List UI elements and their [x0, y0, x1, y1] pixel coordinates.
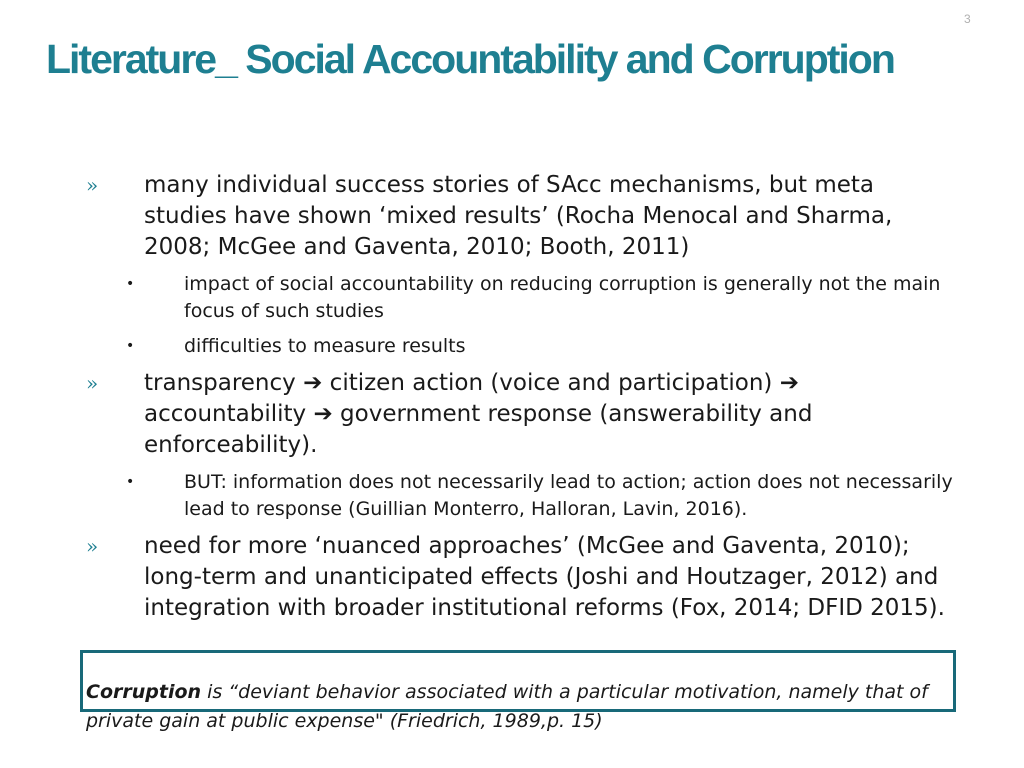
bullet-item [0, 531, 964, 624]
sub-bullet-text: BUT: information does not necessarily lead to action; action does not necessarily lead to response (Guillian Monterro, Halloran, Lavin, 2016). [184, 471, 953, 520]
right-arrow-icon: ➔ [779, 370, 799, 396]
chevron-bullet-icon: » [86, 534, 99, 558]
bullet-text: need for more ‘nuanced approaches’ (McGee and Gaventa, 2010); long-term and unanticipated effects (Joshi and Houtzager, 2012) and integration with broader institutional reforms (Fox, 2014; DFID 2015). [144, 533, 945, 621]
chevron-bullet-icon: » [86, 173, 99, 197]
bullet-text-part: transparency [144, 370, 304, 396]
bullet-item [0, 170, 964, 263]
definition-text [86, 678, 976, 736]
sub-bullet-text: impact of social accountability on reducing corruption is generally not the main focus of such studies [184, 273, 941, 322]
sub-bullet-item [0, 469, 964, 523]
bullet-list [0, 170, 1024, 632]
bullet-text-part: accountability [144, 401, 314, 427]
bullet-text-part: citizen action (voice and participation) [322, 370, 780, 396]
bullet-item [0, 368, 964, 461]
sub-bullet-item [0, 333, 964, 360]
definition-term: Corruption [86, 681, 202, 703]
bullet-text: many individual success stories of SAcc mechanisms, but meta studies have shown ‘mixed results’ (Rocha Menocal and Sharma, 2008; McGee and Gaventa, 2010; Booth, 2011) [144, 172, 893, 260]
right-arrow-icon: ➔ [303, 370, 323, 396]
chevron-bullet-icon: » [86, 371, 99, 395]
sub-bullet-item [0, 271, 964, 325]
definition-body: is “deviant behavior associated with a particular motivation, namely that of private gain at public expense" (Friedrich, 1989,p. 15) [86, 681, 928, 732]
dot-bullet-icon: • [126, 338, 135, 354]
dot-bullet-icon: • [126, 276, 135, 292]
slide-number: 3 [964, 12, 971, 26]
dot-bullet-icon: • [126, 474, 135, 490]
page-title: Literature_ Social Accountability and Corruption [46, 36, 894, 82]
right-arrow-icon: ➔ [313, 401, 333, 427]
bullet-text-part: government response (answerability and enforceability). [144, 401, 813, 458]
sub-bullet-text: difficulties to measure results [184, 335, 466, 357]
